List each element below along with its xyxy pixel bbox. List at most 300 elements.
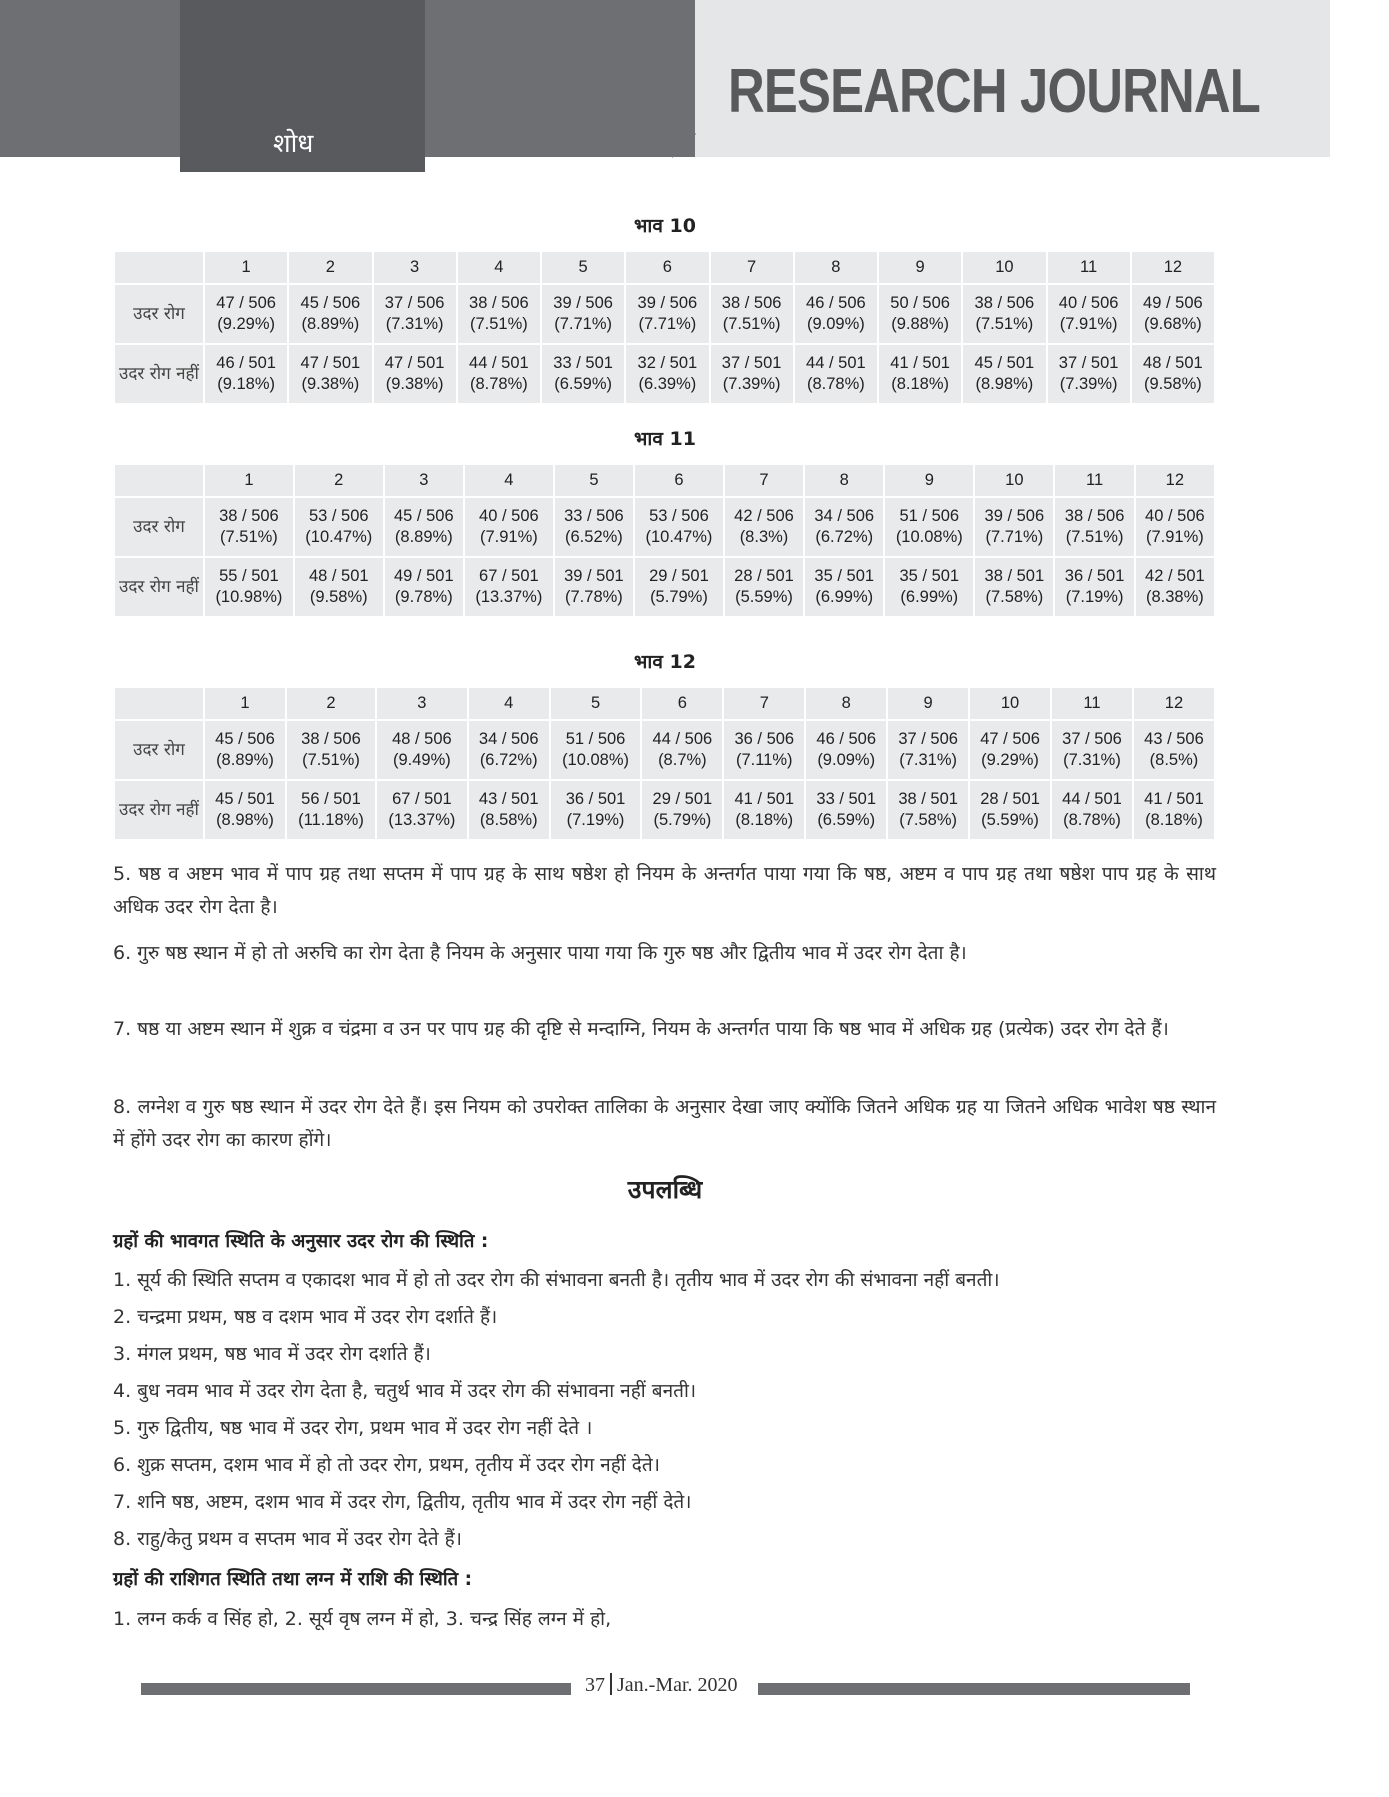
cell-percent: (10.98%) (215, 588, 283, 606)
header-left-block (0, 0, 180, 157)
cell-percent: (10.47%) (645, 528, 713, 546)
cell-count: 38 / 506 (469, 294, 529, 312)
column-header-cell: 10 (963, 252, 1045, 283)
cell-percent: (8.18%) (891, 375, 950, 393)
cell-count: 48 / 501 (308, 567, 369, 585)
table-cell (711, 285, 793, 343)
row-label-cell: उदर रोग (115, 721, 203, 779)
cell-percent: (6.99%) (900, 588, 959, 606)
table-cell (458, 345, 540, 403)
cell-count: 38 / 506 (219, 507, 279, 525)
column-header-cell: 7 (711, 252, 793, 283)
table-cell (542, 285, 624, 343)
column-header-cell: 11 (1055, 465, 1133, 496)
cell-percent: (9.09%) (817, 751, 876, 769)
table-cell (1048, 285, 1130, 343)
cell-percent: (7.39%) (722, 375, 781, 393)
section-tag: शोध (273, 129, 314, 159)
cell-percent: (7.71%) (638, 315, 697, 333)
table-cell (385, 498, 463, 556)
cell-percent: (5.59%) (735, 588, 793, 606)
cell-count: 38 / 501 (984, 567, 1045, 585)
cell-percent: (9.38%) (301, 375, 360, 393)
cell-percent: (7.51%) (302, 751, 360, 769)
table-cell (975, 558, 1053, 616)
column-header-cell: 12 (1136, 465, 1214, 496)
table-cell (879, 285, 961, 343)
cell-count: 47 / 501 (384, 354, 445, 372)
list-item: 7. शनि षष्ठ, अष्टम, दशम भाव में उदर रोग, द्वितीय, तृतीय भाव में उदर रोग नहीं देते। (113, 1491, 692, 1513)
cell-count: 49 / 501 (393, 567, 454, 585)
table-cell (205, 498, 293, 556)
cell-percent: (6.99%) (815, 588, 874, 606)
column-header-cell: 6 (635, 465, 723, 496)
list-item: 2. चन्द्रमा प्रथम, षष्ठ व दशम भाव में उदर रोग दर्शाते हैं। (113, 1306, 498, 1328)
cell-count: 44 / 506 (652, 730, 713, 748)
cell-percent: (9.38%) (385, 375, 444, 393)
table-cell (725, 558, 803, 616)
header-corner-cell (115, 688, 203, 719)
cell-percent: (8.78%) (469, 375, 528, 393)
cell-percent: (7.51%) (1065, 528, 1124, 546)
cell-percent: (8.3%) (739, 528, 789, 546)
cell-percent: (8.38%) (1145, 588, 1204, 606)
cell-percent: (9.29%) (217, 315, 276, 333)
subheading: ग्रहों की राशिगत स्थिति तथा लग्न में राशि की स्थिति : (113, 1569, 473, 1590)
cell-percent: (6.59%) (817, 811, 876, 829)
table-cell (289, 345, 371, 403)
cell-percent: (9.58%) (1143, 375, 1202, 393)
header-mid-block (425, 0, 695, 157)
column-header-cell: 5 (551, 688, 641, 719)
table-row (115, 345, 1214, 403)
cell-percent: (7.11%) (736, 751, 793, 769)
cell-percent: (7.91%) (1059, 315, 1118, 333)
table-cell (626, 345, 708, 403)
cell-percent: (7.51%) (469, 315, 528, 333)
cell-count: 40 / 506 (1058, 294, 1119, 312)
cell-percent: (13.37%) (475, 588, 543, 606)
table-cell (551, 781, 641, 839)
table-cell (1052, 721, 1132, 779)
cell-count: 36 / 506 (734, 730, 795, 748)
data-table (113, 686, 1216, 841)
section-heading: उपलब्धि (627, 1175, 703, 1204)
table-cell (795, 345, 877, 403)
cell-count: 51 / 506 (565, 730, 626, 748)
list-item: 3. मंगल प्रथम, षष्ठ भाव में उदर रोग दर्शाते हैं। (113, 1343, 431, 1365)
cell-count: 40 / 506 (1145, 507, 1205, 525)
column-header-cell: 1 (205, 688, 285, 719)
table-cell (555, 498, 633, 556)
cell-count: 46 / 501 (216, 354, 276, 372)
table-cell (205, 285, 287, 343)
cell-percent: (9.18%) (217, 375, 276, 393)
cell-count: 34 / 506 (478, 730, 539, 748)
cell-percent: (7.39%) (1059, 375, 1118, 393)
column-header-cell: 5 (555, 465, 633, 496)
table-cell (287, 721, 375, 779)
cell-count: 28 / 501 (980, 790, 1040, 808)
cell-percent: (6.72%) (815, 528, 874, 546)
table-cell (879, 345, 961, 403)
cell-count: 53 / 506 (308, 507, 369, 525)
table-cell (724, 781, 804, 839)
cell-count: 56 / 501 (301, 790, 361, 808)
column-header-cell: 7 (725, 465, 803, 496)
list-item: 5. गुरु द्वितीय, षष्ठ भाव में उदर रोग, प्रथम भाव में उदर रोग नहीं देते । (113, 1417, 593, 1439)
header-corner-cell (115, 465, 203, 496)
row-label-cell: उदर रोग नहीं (115, 345, 203, 403)
table-cell (642, 781, 722, 839)
table-cell (888, 781, 968, 839)
cell-count: 33 / 501 (816, 790, 877, 808)
cell-percent: (8.5%) (1149, 751, 1199, 769)
table-cell (295, 498, 383, 556)
column-header-cell: 1 (205, 252, 287, 283)
table-cell (970, 781, 1050, 839)
cell-count: 41 / 501 (1144, 790, 1204, 808)
footer-bar-right (758, 1683, 1190, 1695)
cell-count: 44 / 501 (1062, 790, 1122, 808)
cell-count: 42 / 501 (1145, 567, 1205, 585)
column-header-cell: 3 (385, 465, 463, 496)
cell-count: 35 / 501 (899, 567, 960, 585)
cell-count: 45 / 506 (393, 507, 454, 525)
cell-count: 47 / 506 (980, 730, 1040, 748)
table-cell (469, 781, 549, 839)
table-cell (205, 721, 285, 779)
list-item: 1. सूर्य की स्थिति सप्तम व एकादश भाव में हो तो उदर रोग की संभावना बनती है। तृतीय भाव में उदर रोग की संभावना नहीं बनती। (113, 1269, 1000, 1291)
cell-percent: (8.18%) (1145, 811, 1203, 829)
cell-count: 48 / 506 (392, 730, 452, 748)
column-header-cell: 3 (374, 252, 456, 283)
column-header-cell: 1 (205, 465, 293, 496)
column-header-cell: 4 (469, 688, 549, 719)
table-header-row (115, 465, 1214, 496)
table-cell (1134, 781, 1214, 839)
cell-count: 45 / 501 (974, 354, 1035, 372)
table-cell (725, 498, 803, 556)
column-header-cell: 8 (806, 688, 886, 719)
cell-percent: (5.79%) (650, 588, 708, 606)
cell-count: 48 / 501 (1143, 354, 1203, 372)
cell-count: 34 / 506 (814, 507, 875, 525)
cell-percent: (8.89%) (394, 528, 453, 546)
table-cell (963, 285, 1045, 343)
column-header-cell: 8 (795, 252, 877, 283)
table-cell (458, 285, 540, 343)
cell-count: 43 / 501 (478, 790, 539, 808)
list-item: 4. बुध नवम भाव में उदर रोग देता है, चतुर्थ भाव में उदर रोग की संभावना नहीं बनती। (113, 1380, 697, 1402)
cell-percent: (8.18%) (735, 811, 794, 829)
table-cell (465, 498, 553, 556)
cell-count: 28 / 501 (734, 567, 794, 585)
column-header-cell: 11 (1052, 688, 1132, 719)
cell-percent: (7.58%) (899, 811, 958, 829)
cell-count: 29 / 501 (652, 790, 713, 808)
table-cell (1132, 345, 1214, 403)
table-cell (1055, 558, 1133, 616)
column-header-cell: 6 (642, 688, 722, 719)
list-item: 8. राहु/केतु प्रथम व सप्तम भाव में उदर रोग देते हैं। (113, 1528, 462, 1550)
cell-percent: (6.59%) (554, 375, 613, 393)
cell-percent: (8.7%) (658, 751, 707, 769)
table-title: भाव 11 (634, 428, 696, 450)
table-cell (805, 498, 883, 556)
table-cell (289, 285, 371, 343)
column-header-cell: 2 (289, 252, 371, 283)
cell-percent: (7.19%) (566, 811, 625, 829)
body-paragraph: 7. षष्ठ या अष्टम स्थान में शुक्र व चंद्रमा व उन पर पाप ग्रह की दृष्टि से मन्दाग्नि, नियम के अन्तर्गत पाया कि षष्ठ भाव में अधिक ग्रह (प्रत्येक) उदर रोग देते हैं। (113, 1018, 1169, 1040)
cell-percent: (7.51%) (220, 528, 278, 546)
cell-count: 32 / 501 (637, 354, 698, 372)
column-header-cell: 9 (879, 252, 961, 283)
table-cell (806, 781, 886, 839)
table-row (115, 498, 1214, 556)
table-cell (551, 721, 641, 779)
header-notch-shape (672, 110, 696, 158)
cell-percent: (6.72%) (479, 751, 538, 769)
cell-percent: (8.98%) (216, 811, 274, 829)
table-cell (1134, 721, 1214, 779)
cell-percent: (5.79%) (653, 811, 712, 829)
cell-count: 42 / 506 (734, 507, 794, 525)
table-title: भाव 10 (634, 215, 696, 237)
cell-count: 44 / 501 (806, 354, 866, 372)
table-cell (469, 721, 549, 779)
cell-count: 38 / 506 (721, 294, 782, 312)
cell-count: 41 / 501 (734, 790, 795, 808)
row-label-cell: उदर रोग (115, 285, 203, 343)
cell-percent: (9.68%) (1143, 315, 1202, 333)
cell-percent: (8.58%) (479, 811, 538, 829)
table-cell (1048, 345, 1130, 403)
cell-percent: (13.37%) (388, 811, 456, 829)
body-paragraph: 5. षष्ठ व अष्टम भाव में पाप ग्रह तथा सप्तम में पाप ग्रह के साथ षष्ठेश हो नियम के अन्तर्गत पाया गया कि षष्ठ, अष्टम व पाप ग्रह तथा षष्ठेश पाप ग्रह के साथ अधिक उदर रोग देता है। (113, 863, 1216, 918)
cell-count: 47 / 506 (216, 294, 276, 312)
table-cell (724, 721, 804, 779)
column-header-cell: 4 (458, 252, 540, 283)
cell-count: 45 / 501 (215, 790, 275, 808)
cell-count: 45 / 506 (215, 730, 275, 748)
cell-count: 39 / 506 (984, 507, 1045, 525)
cell-count: 51 / 506 (899, 507, 960, 525)
list-item: 1. लग्न कर्क व सिंह हो, 2. सूर्य वृष लग्न में हो, 3. चन्द्र सिंह लग्न में हो, (113, 1608, 612, 1630)
table-cell (805, 558, 883, 616)
cell-count: 50 / 506 (890, 294, 950, 312)
journal-title: RESEARCH JOURNAL (728, 57, 1261, 126)
table-row (115, 781, 1214, 839)
cell-count: 36 / 501 (565, 790, 626, 808)
cell-count: 44 / 501 (469, 354, 529, 372)
page-number: 37 (585, 1674, 605, 1696)
table-cell (205, 781, 285, 839)
cell-percent: (8.89%) (216, 751, 274, 769)
cell-count: 37 / 506 (384, 294, 445, 312)
table-cell (205, 345, 287, 403)
cell-count: 39 / 506 (637, 294, 698, 312)
cell-count: 40 / 506 (479, 507, 539, 525)
table-cell (970, 721, 1050, 779)
cell-count: 36 / 501 (1064, 567, 1125, 585)
table-cell (626, 285, 708, 343)
cell-count: 37 / 506 (898, 730, 958, 748)
table-cell (542, 345, 624, 403)
cell-count: 33 / 506 (564, 507, 624, 525)
table-cell (642, 721, 722, 779)
table-cell (1136, 558, 1214, 616)
cell-count: 38 / 501 (898, 790, 958, 808)
column-header-cell: 12 (1134, 688, 1214, 719)
table-cell (1052, 781, 1132, 839)
cell-count: 67 / 501 (479, 567, 539, 585)
column-header-cell: 3 (377, 688, 467, 719)
data-table (113, 463, 1216, 618)
table-cell (377, 781, 467, 839)
table-cell (885, 498, 973, 556)
cell-count: 29 / 501 (649, 567, 709, 585)
cell-count: 37 / 506 (1062, 730, 1122, 748)
column-header-cell: 9 (888, 688, 968, 719)
table-cell (555, 558, 633, 616)
cell-percent: (8.78%) (1063, 811, 1121, 829)
cell-percent: (6.52%) (565, 528, 623, 546)
cell-percent: (8.89%) (301, 315, 360, 333)
cell-percent: (8.98%) (975, 375, 1034, 393)
cell-count: 55 / 501 (219, 567, 279, 585)
cell-percent: (7.51%) (975, 315, 1034, 333)
table-cell (287, 781, 375, 839)
cell-percent: (10.08%) (895, 528, 963, 546)
table-cell (205, 558, 293, 616)
cell-count: 39 / 501 (564, 567, 624, 585)
table-cell (1136, 498, 1214, 556)
cell-percent: (8.78%) (806, 375, 865, 393)
table-cell (465, 558, 553, 616)
list-item: 6. शुक्र सप्तम, दशम भाव में हो तो उदर रोग, प्रथम, तृतीय में उदर रोग नहीं देते। (113, 1454, 660, 1476)
footer-separator (610, 1673, 612, 1695)
cell-count: 33 / 501 (553, 354, 613, 372)
table-cell (963, 345, 1045, 403)
cell-count: 37 / 501 (1058, 354, 1119, 372)
cell-percent: (6.39%) (638, 375, 697, 393)
table-cell (1132, 285, 1214, 343)
row-label-cell: उदर रोग नहीं (115, 558, 203, 616)
cell-count: 41 / 501 (890, 354, 950, 372)
cell-percent: (7.58%) (985, 588, 1044, 606)
cell-percent: (7.91%) (479, 528, 538, 546)
table-cell (888, 721, 968, 779)
data-table (113, 250, 1216, 405)
cell-count: 39 / 506 (553, 294, 613, 312)
cell-count: 49 / 506 (1143, 294, 1203, 312)
footer-bar-left (141, 1683, 571, 1695)
cell-percent: (7.31%) (1063, 751, 1121, 769)
table-cell (374, 345, 456, 403)
cell-count: 46 / 506 (816, 730, 877, 748)
table-cell (635, 498, 723, 556)
column-header-cell: 5 (542, 252, 624, 283)
table-cell (374, 285, 456, 343)
cell-count: 38 / 506 (301, 730, 361, 748)
cell-percent: (5.59%) (981, 811, 1039, 829)
cell-percent: (9.29%) (981, 751, 1039, 769)
table-cell (806, 721, 886, 779)
table-cell (885, 558, 973, 616)
cell-percent: (9.78%) (394, 588, 453, 606)
cell-count: 47 / 501 (300, 354, 361, 372)
column-header-cell: 9 (885, 465, 973, 496)
cell-percent: (9.88%) (891, 315, 950, 333)
page-footer (585, 1673, 738, 1697)
column-header-cell: 2 (295, 465, 383, 496)
cell-percent: (7.91%) (1145, 528, 1204, 546)
table-header-row (115, 252, 1214, 283)
row-label-cell: उदर रोग नहीं (115, 781, 203, 839)
column-header-cell: 10 (970, 688, 1050, 719)
table-cell (635, 558, 723, 616)
cell-percent: (7.71%) (554, 315, 613, 333)
subheading: ग्रहों की भावगत स्थिति के अनुसार उदर रोग की स्थिति : (113, 1231, 489, 1252)
cell-percent: (9.49%) (392, 751, 451, 769)
cell-count: 38 / 506 (1064, 507, 1125, 525)
cell-count: 43 / 506 (1144, 730, 1204, 748)
cell-percent: (7.78%) (565, 588, 623, 606)
cell-count: 35 / 501 (814, 567, 875, 585)
cell-percent: (9.58%) (309, 588, 368, 606)
table-title: भाव 12 (634, 651, 696, 673)
column-header-cell: 12 (1132, 252, 1214, 283)
issue-label: Jan.-Mar. 2020 (617, 1674, 738, 1696)
body-paragraph: 8. लग्नेश व गुरु षष्ठ स्थान में उदर रोग देते हैं। इस नियम को उपरोक्त तालिका के अनुसार देखा जाए क्योंकि जितने अधिक ग्रह या जितने अधिक भावेश षष्ठ स्थान में होंगे उदर रोग का कारण होंगे। (113, 1096, 1216, 1151)
cell-percent: (11.18%) (298, 811, 364, 829)
table-cell (975, 498, 1053, 556)
column-header-cell: 11 (1048, 252, 1130, 283)
column-header-cell: 8 (805, 465, 883, 496)
cell-percent: (10.47%) (305, 528, 373, 546)
cell-count: 37 / 501 (721, 354, 782, 372)
table-cell (385, 558, 463, 616)
row-label-cell: उदर रोग (115, 498, 203, 556)
table-cell (1055, 498, 1133, 556)
table-cell (377, 721, 467, 779)
cell-count: 45 / 506 (300, 294, 361, 312)
cell-percent: (7.19%) (1065, 588, 1124, 606)
column-header-cell: 6 (626, 252, 708, 283)
body-paragraph: 6. गुरु षष्ठ स्थान में हो तो अरुचि का रोग देता है नियम के अनुसार पाया गया कि गुरु षष्ठ और द्वितीय भाव में उदर रोग देता है। (113, 942, 967, 964)
table-header-row (115, 688, 1214, 719)
header-corner-cell (115, 252, 203, 283)
column-header-cell: 7 (724, 688, 804, 719)
table-cell (711, 345, 793, 403)
cell-percent: (7.51%) (722, 315, 781, 333)
column-header-cell: 4 (465, 465, 553, 496)
table-row (115, 285, 1214, 343)
table-row (115, 558, 1214, 616)
cell-count: 46 / 506 (806, 294, 866, 312)
cell-percent: (7.71%) (985, 528, 1044, 546)
column-header-cell: 2 (287, 688, 375, 719)
table-cell (295, 558, 383, 616)
cell-count: 38 / 506 (974, 294, 1035, 312)
column-header-cell: 10 (975, 465, 1053, 496)
cell-percent: (9.09%) (806, 315, 865, 333)
cell-percent: (10.08%) (562, 751, 630, 769)
cell-count: 67 / 501 (392, 790, 452, 808)
cell-count: 53 / 506 (649, 507, 709, 525)
table-row (115, 721, 1214, 779)
